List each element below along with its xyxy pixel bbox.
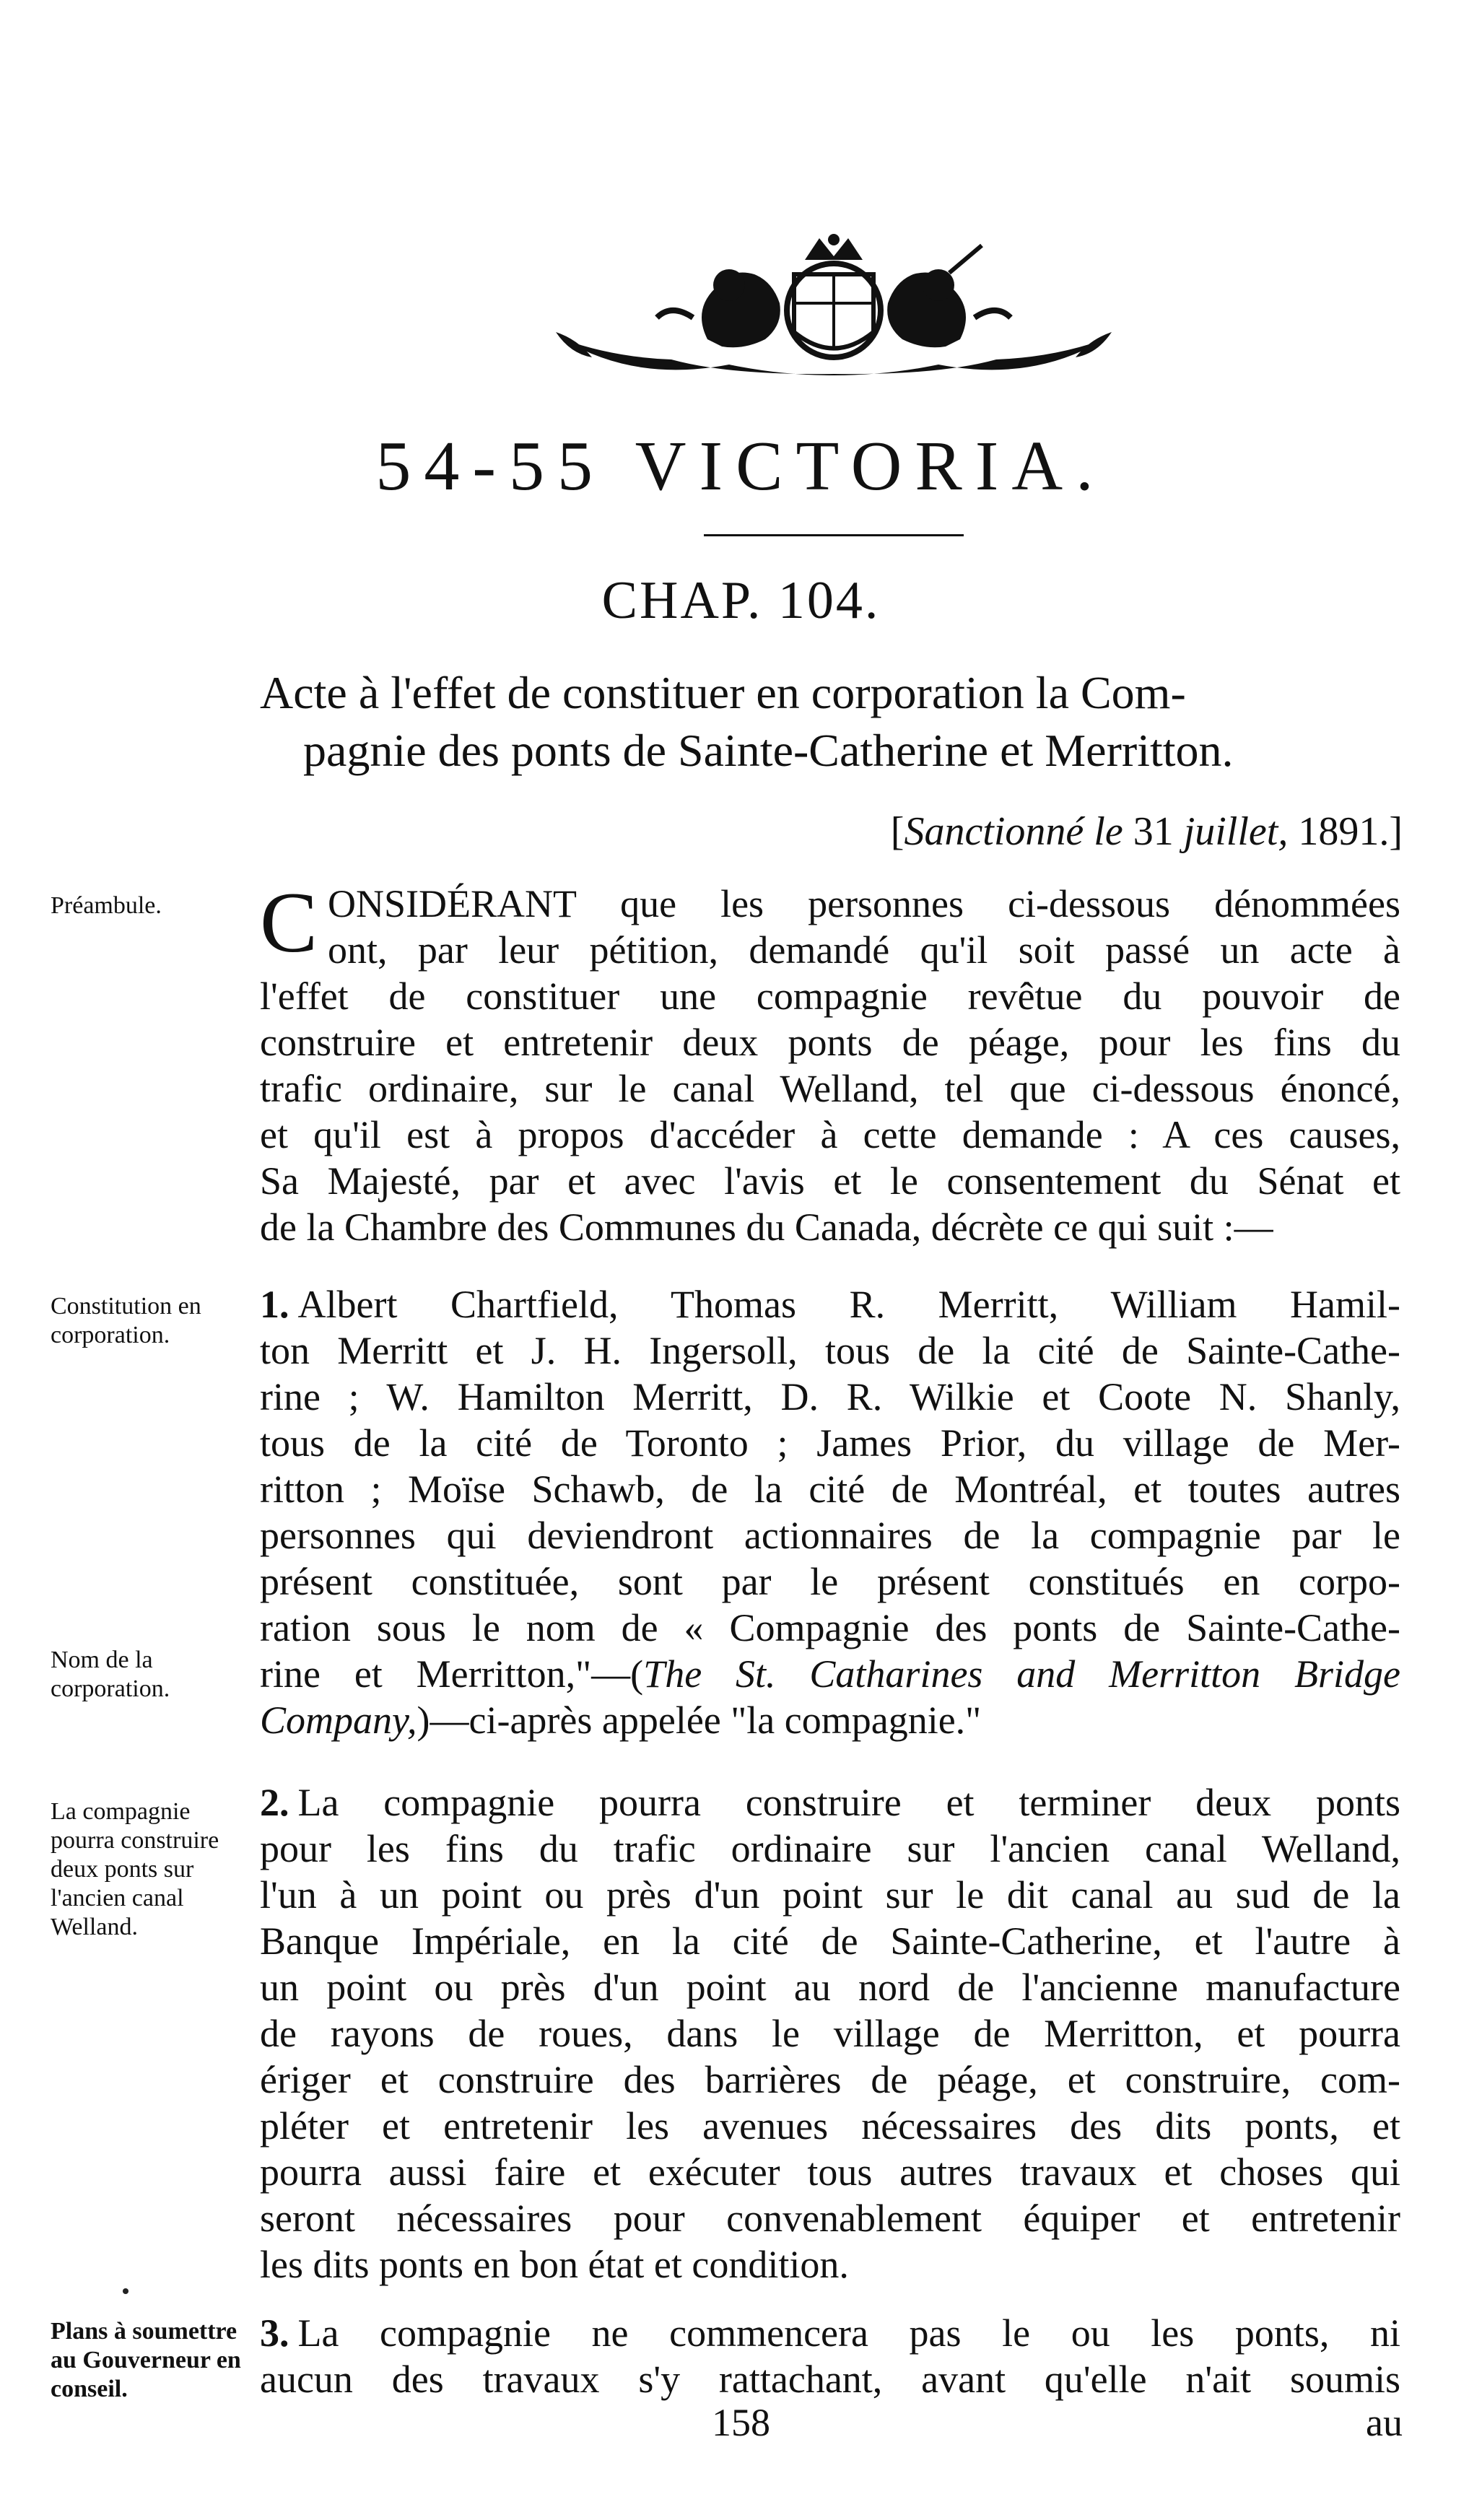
section-1-line: ton Merritt et J. H. Ingersoll, tous de la cité de Sainte-Cathe- <box>260 1329 1400 1372</box>
section-1-line <box>260 1697 1400 1743</box>
act-title <box>260 664 1400 780</box>
section-2-line: l'un à un point ou près d'un point sur le dit canal au sud de la <box>260 1873 1400 1917</box>
sanction-bracket: [ <box>890 809 905 854</box>
preamble-line: Sa Majesté, par et avec l'avis et le consentement du Sénat et <box>260 1159 1400 1203</box>
sanction-date <box>891 808 1403 855</box>
section-1-line: rine ; W. Hamilton Merritt, D. R. Wilkie et Coote N. Shanly, <box>260 1375 1400 1418</box>
preamble-line: l'effet de constituer une compagnie revêtue du pouvoir de <box>260 975 1400 1018</box>
section-2-text: La compagnie pourra construire et terminer deux ponts <box>297 1781 1400 1824</box>
section-3-line: aucun des travaux s'y rattachant, avant qu'elle n'ait soumis <box>260 2358 1400 2401</box>
section-number: 1. <box>260 1283 289 1326</box>
section-2-line: pléter et entretenir les avenues nécessaires des dits ponts, et <box>260 2104 1400 2148</box>
section-2-line <box>260 1779 1400 1826</box>
section-2-line: Banque Impériale, en la cité de Sainte-Catherine, et l'autre à <box>260 1919 1400 1963</box>
dropcap-letter: C <box>260 874 318 970</box>
section-3 <box>260 2310 1400 2402</box>
preamble-line: ONSIDÉRANT que les personnes ci-dessous dénommées <box>328 882 1400 925</box>
section-3-text: La compagnie ne commencera pas le ou les ponts, ni <box>297 2311 1400 2355</box>
catchword: au <box>1366 2401 1403 2444</box>
section-2-line: seront nécessaires pour convenablement équiper et entretenir <box>260 2197 1400 2240</box>
preamble-line: et qu'il est à propos d'accéder à cette demande : A ces causes, <box>260 1113 1400 1156</box>
section-2-line: pourra aussi faire et exécuter tous autres travaux et choses qui <box>260 2150 1400 2194</box>
section-1-line: présent constituée, sont par le présent constitués en corpo- <box>260 1560 1400 1603</box>
margin-note-constitution: Constitution en corporation. <box>51 1293 201 1348</box>
preamble-line: de la Chambre des Communes du Canada, décrète ce qui suit :— <box>260 1205 1273 1249</box>
section-2-line: de rayons de roues, dans le village de Merritton, et pourra <box>260 2012 1400 2055</box>
regnal-year-heading: 54-55 VICTORIA. <box>375 427 1107 505</box>
sanction-year: 1891.] <box>1288 809 1403 854</box>
section-2 <box>260 1779 1400 2288</box>
section-1-text: )—ci-après appelée "la compagnie." <box>417 1699 982 1742</box>
page-number: 158 <box>712 2401 770 2444</box>
section-2-line: ériger et construire des barrières de péage, et construire, com- <box>260 2058 1400 2101</box>
sanction-month: juillet, <box>1183 809 1289 854</box>
sanction-day: 31 <box>1123 809 1184 854</box>
section-2-line: les dits ponts en bon état et condition. <box>260 2243 849 2286</box>
act-title-line-2: pagnie des ponts de Sainte-Catherine et Merritton. <box>303 725 1234 776</box>
margin-note-preamble: Préambule. <box>51 892 162 919</box>
section-1-line <box>260 1651 1400 1697</box>
section-number: 2. <box>260 1781 289 1824</box>
heading-divider <box>704 534 964 536</box>
preamble-paragraph <box>260 874 1400 1250</box>
margin-note-plans: Plans à soumettre au Gouverneur en conseil. <box>51 2318 241 2402</box>
section-3-line <box>260 2310 1400 2356</box>
act-title-line-1: Acte à l'effet de constituer en corporation la Com- <box>260 667 1186 718</box>
section-1-text: rine et Merritton,"—( <box>260 1652 644 1696</box>
section-2-line: un point ou près d'un point au nord de l'ancienne manufacture <box>260 1966 1400 2009</box>
margin-note-bridges: La compagnie pourra construire deux ponts sur l'ancien canal Welland. <box>51 1798 219 1940</box>
section-1 <box>260 1281 1400 1743</box>
section-1-line: tous de la cité de Toronto ; James Prior, du village de Mer- <box>260 1421 1400 1465</box>
section-1-line: ritton ; Moïse Schawb, de la cité de Montréal, et toutes autres <box>260 1468 1400 1511</box>
section-1-line: ration sous le nom de « Compagnie des ponts de Sainte-Cathe- <box>260 1606 1400 1649</box>
section-1-line <box>260 1281 1400 1327</box>
margin-dot <box>123 2288 128 2294</box>
english-name: Company, <box>260 1699 417 1742</box>
margin-note-name: Nom de la corporation. <box>51 1647 170 1702</box>
preamble-line: ont, par leur pétition, demandé qu'il soit passé un acte à <box>328 928 1400 972</box>
section-1-text: Albert Chartfield, Thomas R. Merritt, William Hamil- <box>297 1283 1400 1326</box>
royal-coat-of-arms <box>549 231 1119 397</box>
section-number: 3. <box>260 2311 289 2355</box>
section-1-line: personnes qui deviendront actionnaires de la compagnie par le <box>260 1514 1400 1557</box>
sanction-label: Sanctionné le <box>904 809 1123 854</box>
english-name: The St. Catharines and Merritton Bridge <box>643 1652 1401 1696</box>
section-2-line: pour les fins du trafic ordinaire sur l'ancien canal Welland, <box>260 1827 1400 1870</box>
chapter-number: CHAP. 104. <box>601 571 881 630</box>
preamble-line: trafic ordinaire, sur le canal Welland, tel que ci-dessous énoncé, <box>260 1067 1400 1110</box>
preamble-line: construire et entretenir deux ponts de péage, pour les fins du <box>260 1021 1400 1064</box>
